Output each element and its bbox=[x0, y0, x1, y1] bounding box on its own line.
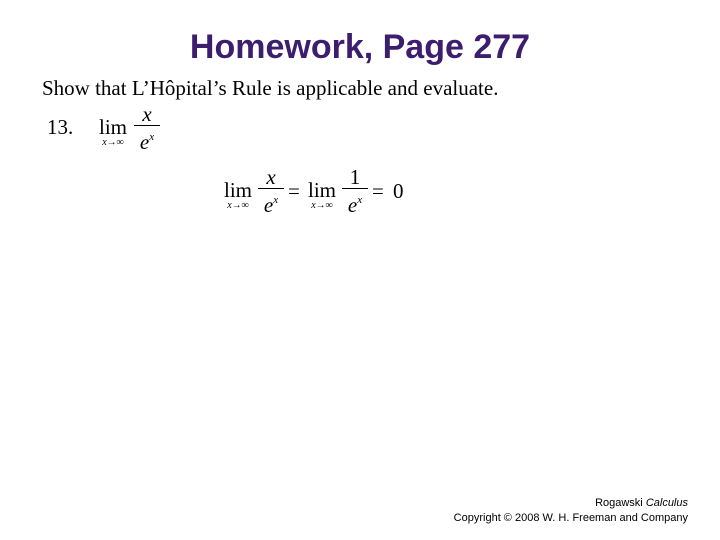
problem-fraction bbox=[134, 103, 160, 153]
fraction-numerator: 1 bbox=[349, 165, 361, 189]
solution-limit-1 bbox=[224, 179, 252, 211]
fraction-denominator: $e^x$ bbox=[263, 193, 279, 217]
footer-copyright: Copyright © 2008 W. H. Freeman and Company bbox=[453, 512, 688, 524]
equals-sign-2: = bbox=[372, 179, 384, 203]
limit-subscript: x→∞ bbox=[311, 200, 333, 211]
fraction-numerator: x bbox=[266, 165, 276, 189]
fraction-numerator: x bbox=[142, 102, 152, 126]
instruction-text: Show that L’Hôpital’s Rule is applicable and evaluate. bbox=[42, 76, 499, 100]
limit-word: lim bbox=[99, 115, 128, 139]
limit-subscript: x→∞ bbox=[102, 137, 124, 148]
footer-book-title: Calculus bbox=[645, 497, 688, 509]
equals-sign-1: = bbox=[288, 179, 300, 203]
footer-author: Rogawski bbox=[595, 497, 646, 509]
problem-number: 13. bbox=[47, 115, 74, 139]
footer-book-line bbox=[454, 496, 688, 511]
solution-fraction-2 bbox=[342, 166, 368, 216]
limit-subscript: x→∞ bbox=[227, 200, 249, 211]
solution-limit-2 bbox=[308, 179, 336, 211]
problem-limit bbox=[99, 116, 127, 148]
limit-word: lim bbox=[224, 178, 253, 202]
fraction-denominator: $e^x$ bbox=[139, 130, 155, 154]
footer-credit bbox=[454, 496, 688, 526]
solution-result: 0 bbox=[393, 179, 404, 203]
fraction-denominator: $e^x$ bbox=[347, 193, 363, 217]
limit-word: lim bbox=[308, 178, 337, 202]
solution-fraction-1 bbox=[258, 166, 284, 216]
slide-title: Homework, Page 277 bbox=[189, 28, 531, 66]
